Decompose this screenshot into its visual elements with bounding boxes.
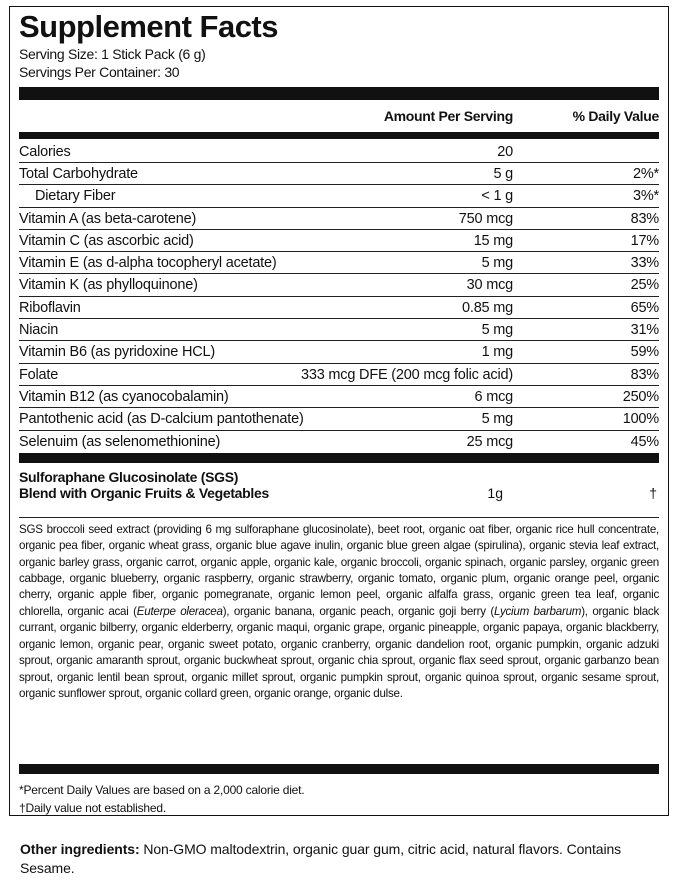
- nutrient-amount: 0.85 mg: [462, 299, 513, 316]
- nutrient-name: Vitamin B12 (as cyanocobalamin): [19, 388, 229, 405]
- divider-medium: [19, 132, 659, 139]
- ingredients-text-3: ), organic black currant, organic bilberry, organic elderberry, organic maqui, organic grape, organic pineapple, organic papaya, organic blackberry, organic lemon, organic pear, organic sweet potato, organic cranberry, organic dandelion root, organic pumpkin, organic adzuki sprout, organic amaranth sprout, organic buckwheat sprout, organic chia sprout, organic flax seed sprout, organic garbanzo bean sprout, organic lentil bean sprout, organic millet sprout, organic pumpkin sprout, organic quinoa sprout, organic sesame sprout, organic sunflower sprout, organic collard green, organic orange, organic dulse.: [19, 604, 660, 700]
- footnote-percent-dv: *Percent Daily Values are based on a 2,000 calorie diet.: [19, 783, 305, 797]
- nutrient-row: [19, 318, 659, 340]
- ingredients-text-2: ), organic banana, organic peach, organic goji berry (: [222, 604, 494, 618]
- nutrient-name: Riboflavin: [19, 299, 81, 316]
- footnote-dagger: †Daily value not established.: [19, 801, 166, 815]
- nutrient-amount: 30 mcg: [466, 277, 513, 294]
- panel-title: Supplement Facts: [19, 9, 278, 44]
- nutrient-row: [19, 229, 659, 251]
- serving-size: Serving Size: 1 Stick Pack (6 g): [19, 46, 206, 62]
- nutrient-name: Pantothenic acid (as D-calcium pantothenate): [19, 411, 304, 428]
- nutrient-daily-value: 83%: [630, 366, 659, 383]
- nutrient-row: [19, 296, 659, 318]
- nutrient-daily-value: 100%: [622, 411, 659, 428]
- nutrient-amount: 5 mg: [481, 255, 513, 272]
- nutrient-row: [19, 340, 659, 362]
- nutrient-amount: 5 mg: [481, 411, 513, 428]
- nutrient-name: Vitamin B6 (as pyridoxine HCL): [19, 344, 216, 361]
- nutrient-amount: 25 mcg: [466, 433, 513, 450]
- nutrient-name: Calories: [19, 144, 71, 160]
- nutrient-amount: 750 mcg: [458, 210, 513, 227]
- nutrient-amount: 333 mcg DFE (200 mcg folic acid): [301, 366, 513, 383]
- nutrient-name: Dietary Fiber: [35, 188, 116, 205]
- other-ingredients: [20, 840, 670, 878]
- divider-bottom: [19, 764, 659, 774]
- servings-per-container: Servings Per Container: 30: [19, 64, 180, 80]
- nutrient-name: Folate: [19, 366, 59, 383]
- blend-daily-value: †: [649, 484, 657, 501]
- nutrient-name: Vitamin K (as phylloquinone): [19, 277, 198, 294]
- nutrient-name: Vitamin C (as ascorbic acid): [19, 232, 194, 249]
- ingredients-italic-2: Lycium barbarum: [493, 604, 582, 618]
- divider-thick-2: [19, 453, 659, 463]
- nutrient-row: [19, 251, 659, 273]
- header-amount: Amount Per Serving: [383, 108, 513, 124]
- nutrient-amount: 5 g: [493, 166, 513, 182]
- nutrient-daily-value: 25%: [630, 277, 659, 294]
- ingredients-text-1: SGS broccoli seed extract (providing 6 mg sulforaphane glucosinolate), beet root, organic oat fiber, organic rice hull concentrate, organic pea fiber, organic wheat grass, organic blue agave inulin, organic blue green algae (spirulina), organic stevia leaf extract, organic barley grass, organic carrot, organic apple, organic kale, organic broccoli, organic spinach, organic parsley, organic green cabbage, organic blueberry, organic raspberry, organic strawberry, organic tomato, organic plum, organic orange peel, organic cherry, organic apple fiber, organic pomegranate, organic lemon peel, organic alfalfa grass, organic green tea leaf, organic chlorella, organic acai (: [19, 522, 659, 618]
- other-ingredients-label: Other ingredients:: [20, 841, 140, 857]
- blend-name-line2: Blend with Organic Fruits & Vegetables: [19, 484, 269, 501]
- ingredients-italic-1: Euterpe oleracea: [136, 604, 223, 618]
- nutrient-name: Niacin: [19, 322, 59, 339]
- nutrient-amount: 6 mcg: [474, 388, 513, 405]
- nutrient-row: [19, 363, 659, 385]
- nutrient-row: [19, 407, 659, 429]
- nutrient-daily-value: 250%: [622, 388, 659, 405]
- nutrient-name: Vitamin E (as d-alpha tocopheryl acetate): [19, 255, 277, 272]
- divider-thin: [19, 517, 659, 518]
- nutrient-daily-value: 31%: [630, 322, 659, 339]
- blend-amount: 1g: [487, 484, 503, 501]
- nutrient-row: [19, 184, 659, 206]
- nutrient-daily-value: 59%: [630, 344, 659, 361]
- nutrient-name: Selenuim (as selenomethionine): [19, 433, 221, 450]
- nutrient-row: [19, 385, 659, 407]
- nutrient-amount: 20: [497, 144, 513, 160]
- nutrient-daily-value: 17%: [630, 232, 659, 249]
- nutrient-row: [19, 430, 659, 452]
- nutrient-daily-value: 3%*: [633, 188, 659, 205]
- nutrient-daily-value: 2%*: [633, 166, 659, 182]
- supplement-facts-panel: [9, 6, 669, 816]
- nutrient-name: Vitamin A (as beta-carotene): [19, 210, 197, 227]
- nutrient-row: [19, 207, 659, 229]
- other-ingredients-text: Non-GMO maltodextrin, organic guar gum, citric acid, natural flavors. Contains Sesame.: [20, 841, 622, 876]
- blend-row: [19, 469, 659, 517]
- blend-ingredients: [19, 522, 659, 702]
- nutrient-table: [19, 141, 659, 452]
- column-header: [19, 100, 659, 132]
- nutrient-amount: 15 mg: [473, 232, 513, 249]
- nutrient-amount: 5 mg: [481, 322, 513, 339]
- header-daily-value: % Daily Value: [572, 108, 659, 124]
- nutrient-daily-value: 33%: [630, 255, 659, 272]
- nutrient-row: [19, 273, 659, 295]
- nutrient-daily-value: 65%: [630, 299, 659, 316]
- nutrient-daily-value: 83%: [630, 210, 659, 227]
- nutrient-name: Total Carbohydrate: [19, 166, 138, 182]
- blend-name-line1: Sulforaphane Glucosinolate (SGS): [19, 468, 239, 485]
- nutrient-row: [19, 141, 659, 162]
- nutrient-daily-value: 45%: [630, 433, 659, 450]
- nutrient-amount: < 1 g: [481, 188, 513, 205]
- divider-thick: [19, 87, 659, 100]
- nutrient-amount: 1 mg: [481, 344, 513, 361]
- nutrient-row: [19, 162, 659, 184]
